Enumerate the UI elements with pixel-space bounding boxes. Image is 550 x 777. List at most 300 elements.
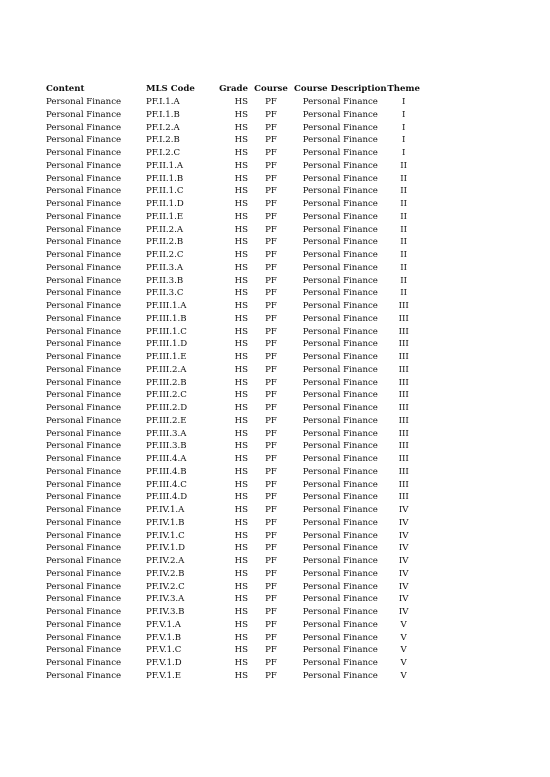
cell-course-description: Personal Finance (302, 122, 378, 133)
cell-course-description: Personal Finance (302, 403, 378, 413)
header-course: Course (254, 84, 288, 94)
cell-theme: V (400, 658, 407, 668)
cell-content: Personal Finance (46, 135, 122, 146)
table-row (46, 224, 421, 237)
cell-theme: III (398, 352, 409, 362)
cell-course-description: Personal Finance (302, 441, 378, 452)
cell-content: Personal Finance (46, 492, 122, 503)
cell-content: Personal Finance (46, 403, 122, 413)
cell-mls-code: PF.III.1.B (146, 313, 187, 324)
cell-grade: HS (234, 479, 248, 490)
cell-course-description: Personal Finance (302, 199, 378, 209)
cell-course-description: Personal Finance (302, 275, 378, 286)
cell-mls-code: PF.II.2.B (146, 237, 184, 248)
cell-course: PF (265, 109, 277, 120)
table-row (46, 453, 421, 466)
cell-content: Personal Finance (46, 186, 122, 197)
cell-content: Personal Finance (46, 173, 122, 184)
cell-course-description: Personal Finance (302, 645, 378, 656)
cell-theme: II (400, 199, 408, 209)
cell-content: Personal Finance (46, 364, 122, 375)
cell-content: Personal Finance (46, 517, 122, 528)
cell-mls-code: PF.I.1.A (146, 97, 180, 107)
cell-course-description: Personal Finance (302, 479, 378, 490)
cell-course-description: Personal Finance (302, 160, 378, 171)
cell-content: Personal Finance (46, 645, 122, 656)
cell-content: Personal Finance (46, 199, 122, 209)
table-row (46, 440, 421, 453)
cell-theme: III (398, 415, 409, 426)
cell-mls-code: PF.II.2.C (146, 250, 184, 260)
cell-grade: HS (234, 428, 248, 439)
cell-theme: IV (398, 607, 409, 617)
cell-course: PF (265, 403, 277, 413)
cell-mls-code: PF.IV.3.B (146, 607, 185, 617)
cell-content: Personal Finance (46, 288, 122, 299)
cell-mls-code: PF.IV.1.D (146, 543, 186, 554)
cell-theme: IV (398, 505, 409, 515)
cell-grade: HS (234, 262, 248, 273)
cell-course: PF (265, 377, 277, 388)
cell-grade: HS (234, 339, 248, 350)
cell-course: PF (265, 288, 277, 299)
table-row (46, 568, 421, 581)
cell-grade: HS (234, 364, 248, 375)
cell-course: PF (265, 594, 277, 605)
cell-course-description: Personal Finance (302, 454, 378, 464)
cell-mls-code: PF.III.1.C (146, 326, 187, 337)
cell-course-description: Personal Finance (302, 607, 378, 617)
cell-course-description: Personal Finance (302, 262, 378, 273)
cell-mls-code: PF.I.1.B (146, 109, 180, 120)
cell-content: Personal Finance (46, 148, 122, 158)
cell-content: Personal Finance (46, 581, 122, 592)
cell-mls-code: PF.V.1.C (146, 645, 182, 656)
cell-course: PF (265, 326, 277, 337)
cell-course: PF (265, 173, 277, 184)
cell-course: PF (265, 339, 277, 350)
cell-theme: V (400, 645, 407, 656)
cell-content: Personal Finance (46, 658, 122, 668)
table-row (46, 632, 421, 645)
cell-course: PF (265, 428, 277, 439)
cell-grade: HS (234, 415, 248, 426)
cell-grade: HS (234, 632, 248, 643)
cell-course-description: Personal Finance (302, 568, 378, 579)
cell-mls-code: PF.IV.3.A (146, 594, 185, 605)
cell-course: PF (265, 224, 277, 235)
cell-theme: II (400, 160, 408, 171)
cell-grade: HS (234, 301, 248, 311)
cell-content: Personal Finance (46, 632, 122, 643)
cell-grade: HS (234, 313, 248, 324)
cell-theme: II (400, 211, 408, 222)
cell-content: Personal Finance (46, 568, 122, 579)
cell-mls-code: PF.II.3.A (146, 262, 184, 273)
cell-course: PF (265, 211, 277, 222)
cell-mls-code: PF.I.2.A (146, 122, 180, 133)
cell-course-description: Personal Finance (302, 211, 378, 222)
table-row (46, 466, 421, 479)
cell-course: PF (265, 262, 277, 273)
cell-theme: II (400, 275, 408, 286)
table-row (46, 351, 421, 364)
cell-content: Personal Finance (46, 390, 122, 401)
cell-theme: IV (398, 594, 409, 605)
cell-mls-code: PF.II.3.B (146, 275, 184, 286)
cell-course: PF (265, 275, 277, 286)
cell-grade: HS (234, 466, 248, 477)
cell-mls-code: PF.III.4.A (146, 454, 187, 464)
cell-grade: HS (234, 288, 248, 299)
header-content: Content (46, 84, 85, 94)
cell-content: Personal Finance (46, 670, 122, 681)
cell-course-description: Personal Finance (302, 505, 378, 515)
cell-course: PF (265, 658, 277, 668)
cell-course-description: Personal Finance (302, 364, 378, 375)
cell-course: PF (265, 505, 277, 515)
cell-content: Personal Finance (46, 250, 122, 260)
cell-theme: II (400, 173, 408, 184)
cell-course: PF (265, 160, 277, 171)
cell-content: Personal Finance (46, 543, 122, 554)
cell-course-description: Personal Finance (302, 339, 378, 350)
table-row (46, 275, 421, 288)
header-mls-code: MLS Code (146, 84, 195, 94)
cell-course: PF (265, 135, 277, 146)
cell-theme: II (400, 288, 408, 299)
cell-course: PF (265, 517, 277, 528)
cell-content: Personal Finance (46, 556, 122, 566)
cell-content: Personal Finance (46, 454, 122, 464)
cell-theme: III (398, 403, 409, 413)
cell-course-description: Personal Finance (302, 186, 378, 197)
cell-course-description: Personal Finance (302, 556, 378, 566)
cell-course: PF (265, 313, 277, 324)
table-row (46, 415, 421, 428)
table-row (46, 147, 421, 160)
table-row (46, 670, 421, 683)
cell-course-description: Personal Finance (302, 658, 378, 668)
cell-course: PF (265, 199, 277, 209)
cell-mls-code: PF.II.1.A (146, 160, 184, 171)
cell-course: PF (265, 441, 277, 452)
cell-course-description: Personal Finance (302, 594, 378, 605)
cell-course-description: Personal Finance (302, 581, 378, 592)
cell-mls-code: PF.II.2.A (146, 224, 184, 235)
cell-grade: HS (234, 517, 248, 528)
cell-course: PF (265, 670, 277, 681)
cell-course: PF (265, 543, 277, 554)
table-row (46, 313, 421, 326)
cell-mls-code: PF.II.3.C (146, 288, 184, 299)
cell-theme: IV (398, 568, 409, 579)
cell-theme: I (401, 122, 406, 133)
cell-course-description: Personal Finance (302, 288, 378, 299)
cell-content: Personal Finance (46, 122, 122, 133)
cell-theme: III (398, 466, 409, 477)
cell-mls-code: PF.II.1.B (146, 173, 184, 184)
cell-course-description: Personal Finance (302, 313, 378, 324)
cell-content: Personal Finance (46, 211, 122, 222)
cell-mls-code: PF.I.2.C (146, 148, 181, 158)
cell-theme: III (398, 301, 409, 311)
cell-mls-code: PF.III.2.B (146, 377, 187, 388)
cell-mls-code: PF.III.2.A (146, 364, 187, 375)
table-row (46, 109, 421, 122)
cell-grade: HS (234, 645, 248, 656)
cell-course: PF (265, 632, 277, 643)
cell-grade: HS (234, 326, 248, 337)
cell-grade: HS (234, 403, 248, 413)
cell-grade: HS (234, 109, 248, 120)
cell-grade: HS (234, 148, 248, 158)
cell-course-description: Personal Finance (302, 466, 378, 477)
cell-course: PF (265, 97, 277, 107)
cell-theme: III (398, 441, 409, 452)
cell-course-description: Personal Finance (302, 109, 378, 120)
cell-grade: HS (234, 670, 248, 681)
table-row (46, 555, 421, 568)
cell-grade: HS (234, 658, 248, 668)
cell-grade: HS (234, 530, 248, 541)
cell-content: Personal Finance (46, 262, 122, 273)
table-row (46, 198, 421, 211)
cell-course-description: Personal Finance (302, 301, 378, 311)
cell-theme: III (398, 390, 409, 401)
cell-theme: II (400, 262, 408, 273)
cell-mls-code: PF.V.1.B (146, 632, 182, 643)
cell-content: Personal Finance (46, 607, 122, 617)
cell-grade: HS (234, 122, 248, 133)
cell-course-description: Personal Finance (302, 173, 378, 184)
cell-course: PF (265, 556, 277, 566)
cell-content: Personal Finance (46, 505, 122, 515)
cell-course: PF (265, 148, 277, 158)
cell-mls-code: PF.II.1.C (146, 186, 184, 197)
cell-content: Personal Finance (46, 377, 122, 388)
cell-grade: HS (234, 505, 248, 515)
cell-course-description: Personal Finance (302, 619, 378, 630)
cell-theme: II (400, 186, 408, 197)
cell-theme: II (400, 237, 408, 248)
cell-mls-code: PF.III.3.B (146, 441, 187, 452)
cell-content: Personal Finance (46, 301, 122, 311)
cell-content: Personal Finance (46, 326, 122, 337)
cell-content: Personal Finance (46, 313, 122, 324)
table-row (46, 96, 421, 109)
cell-mls-code: PF.III.2.C (146, 390, 187, 401)
cell-grade: HS (234, 492, 248, 503)
cell-theme: III (398, 428, 409, 439)
cell-mls-code: PF.V.1.D (146, 658, 182, 668)
cell-theme: III (398, 454, 409, 464)
cell-grade: HS (234, 352, 248, 362)
cell-course-description: Personal Finance (302, 224, 378, 235)
cell-course: PF (265, 364, 277, 375)
cell-content: Personal Finance (46, 109, 122, 120)
table-row (46, 262, 421, 275)
cell-course: PF (265, 607, 277, 617)
cell-content: Personal Finance (46, 441, 122, 452)
cell-course-description: Personal Finance (302, 543, 378, 554)
cell-course: PF (265, 186, 277, 197)
cell-course: PF (265, 122, 277, 133)
cell-mls-code: PF.III.4.C (146, 479, 187, 490)
cell-course-description: Personal Finance (302, 670, 378, 681)
cell-theme: III (398, 364, 409, 375)
cell-theme: IV (398, 556, 409, 566)
cell-theme: IV (398, 530, 409, 541)
table-row (46, 185, 421, 198)
cell-course: PF (265, 581, 277, 592)
table-row (46, 619, 421, 632)
cell-course: PF (265, 466, 277, 477)
cell-grade: HS (234, 173, 248, 184)
cell-grade: HS (234, 186, 248, 197)
cell-course-description: Personal Finance (302, 530, 378, 541)
cell-grade: HS (234, 224, 248, 235)
table-row (46, 338, 421, 351)
cell-grade: HS (234, 237, 248, 248)
table-row (46, 542, 421, 555)
cell-grade: HS (234, 619, 248, 630)
cell-theme: III (398, 492, 409, 503)
cell-theme: I (401, 148, 406, 158)
cell-mls-code: PF.III.4.B (146, 466, 187, 477)
cell-mls-code: PF.IV.2.A (146, 556, 185, 566)
table-row (46, 122, 421, 135)
table-row (46, 593, 421, 606)
cell-course: PF (265, 301, 277, 311)
cell-mls-code: PF.II.1.D (146, 199, 184, 209)
table-row (46, 530, 421, 543)
table-row (46, 134, 421, 147)
cell-course: PF (265, 479, 277, 490)
cell-theme: IV (398, 517, 409, 528)
cell-course-description: Personal Finance (302, 97, 378, 107)
table-row (46, 326, 421, 339)
cell-content: Personal Finance (46, 237, 122, 248)
cell-grade: HS (234, 454, 248, 464)
cell-mls-code: PF.V.1.E (146, 670, 182, 681)
cell-theme: II (400, 224, 408, 235)
cell-mls-code: PF.IV.1.B (146, 517, 185, 528)
table-row (46, 160, 421, 173)
cell-mls-code: PF.III.2.E (146, 415, 187, 426)
cell-content: Personal Finance (46, 352, 122, 362)
cell-course: PF (265, 492, 277, 503)
cell-theme: I (401, 97, 406, 107)
cell-course-description: Personal Finance (302, 250, 378, 260)
table-row (46, 300, 421, 313)
table-row (46, 479, 421, 492)
table-row (46, 364, 421, 377)
header-theme: Theme (387, 84, 420, 94)
cell-theme: III (398, 479, 409, 490)
cell-content: Personal Finance (46, 415, 122, 426)
table-row (46, 173, 421, 186)
cell-course-description: Personal Finance (302, 326, 378, 337)
cell-course-description: Personal Finance (302, 390, 378, 401)
cell-content: Personal Finance (46, 97, 122, 107)
cell-course: PF (265, 619, 277, 630)
cell-grade: HS (234, 160, 248, 171)
table-row (46, 211, 421, 224)
cell-course-description: Personal Finance (302, 237, 378, 248)
table-row (46, 581, 421, 594)
cell-content: Personal Finance (46, 275, 122, 286)
cell-mls-code: PF.III.3.A (146, 428, 187, 439)
table-row (46, 504, 421, 517)
cell-grade: HS (234, 390, 248, 401)
table-row (46, 644, 421, 657)
cell-mls-code: PF.I.2.B (146, 135, 180, 146)
table-row (46, 606, 421, 619)
cell-course: PF (265, 454, 277, 464)
table-row (46, 236, 421, 249)
standards-table (46, 83, 421, 683)
cell-theme: III (398, 377, 409, 388)
cell-grade: HS (234, 211, 248, 222)
table-row (46, 657, 421, 670)
cell-course: PF (265, 250, 277, 260)
table-row (46, 287, 421, 300)
cell-content: Personal Finance (46, 530, 122, 541)
cell-grade: HS (234, 377, 248, 388)
table-body (46, 96, 421, 683)
header-course-description: Course Description (294, 84, 387, 94)
cell-grade: HS (234, 441, 248, 452)
cell-grade: HS (234, 250, 248, 260)
cell-mls-code: PF.III.1.E (146, 352, 187, 362)
cell-grade: HS (234, 135, 248, 146)
cell-content: Personal Finance (46, 339, 122, 350)
cell-mls-code: PF.II.1.E (146, 211, 184, 222)
cell-course: PF (265, 645, 277, 656)
cell-grade: HS (234, 581, 248, 592)
cell-course-description: Personal Finance (302, 517, 378, 528)
cell-course: PF (265, 390, 277, 401)
cell-mls-code: PF.IV.1.A (146, 505, 185, 515)
cell-grade: HS (234, 199, 248, 209)
cell-course-description: Personal Finance (302, 632, 378, 643)
cell-grade: HS (234, 97, 248, 107)
table-row (46, 491, 421, 504)
cell-content: Personal Finance (46, 428, 122, 439)
cell-content: Personal Finance (46, 160, 122, 171)
cell-theme: III (398, 326, 409, 337)
cell-theme: II (400, 250, 408, 260)
cell-course-description: Personal Finance (302, 415, 378, 426)
cell-content: Personal Finance (46, 619, 122, 630)
header-grade: Grade (219, 84, 248, 94)
cell-course: PF (265, 530, 277, 541)
cell-mls-code: PF.III.2.D (146, 403, 188, 413)
cell-content: Personal Finance (46, 466, 122, 477)
cell-grade: HS (234, 607, 248, 617)
cell-course-description: Personal Finance (302, 352, 378, 362)
cell-course: PF (265, 415, 277, 426)
cell-theme: I (401, 109, 406, 120)
table-row (46, 428, 421, 441)
cell-mls-code: PF.IV.2.C (146, 581, 185, 592)
cell-course: PF (265, 237, 277, 248)
cell-grade: HS (234, 556, 248, 566)
cell-theme: I (401, 135, 406, 146)
cell-content: Personal Finance (46, 479, 122, 490)
cell-course-description: Personal Finance (302, 148, 378, 158)
